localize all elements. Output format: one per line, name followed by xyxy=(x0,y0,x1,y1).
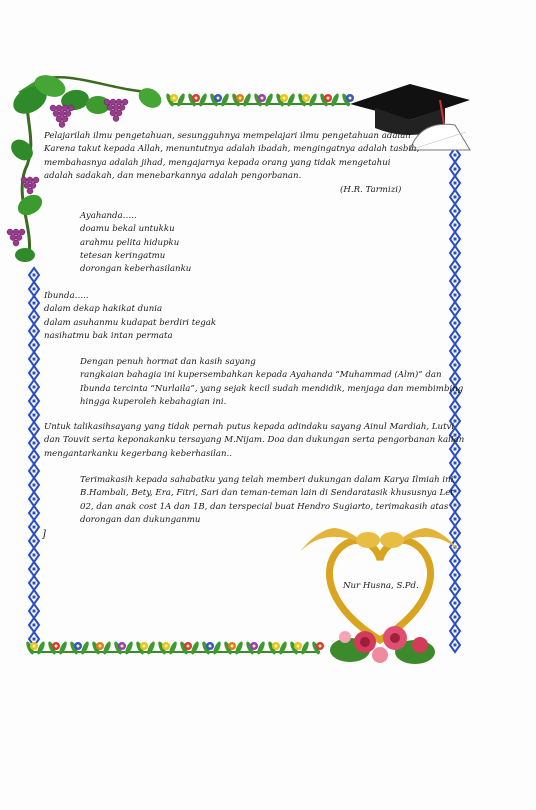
paragraph-line: mengantarkanku kegerbang keberhasilan.. xyxy=(44,448,233,459)
paragraph-line: 02, dan anak cost 1A dan 1B, dan terspecial buat Hendro Sugiarto, terimakasih atas xyxy=(80,501,449,512)
quote-line: Karena takut kepada Allah, menuntutnya adalah ibadah, mengingatnya adalah tasbih, xyxy=(44,144,420,155)
stanza-line: doamu bekal untukku xyxy=(80,224,175,235)
stanza-line: tetesan keringatmu xyxy=(80,250,166,261)
stanza-line: dalam dekap hakikat dunia xyxy=(44,304,163,315)
roses xyxy=(330,626,435,664)
paragraph-line: Untuk talikasihsayang yang tidak pernah putus kepada adindaku sayang Ainul Mardiah, Lutvi xyxy=(44,422,455,432)
hadith-quote xyxy=(44,130,419,183)
dedication-siblings xyxy=(44,421,464,461)
stanza-line: Ayahanda….. xyxy=(80,211,137,221)
stanza-ayahanda xyxy=(80,210,191,276)
stanza-ibunda xyxy=(44,290,216,343)
paragraph-line: dorongan dan dukunganmu xyxy=(80,514,201,525)
stanza-line: nasihatmu bak intan permata xyxy=(44,330,173,341)
stanza-line: arahmu pelita hidupku xyxy=(80,237,180,248)
paragraph-line: Terimakasih kepada sahabatku yang telah memberi dukungan dalam Karya Ilmiah ini xyxy=(80,475,454,485)
paragraph-line: Dengan penuh hormat dan kasih sayang xyxy=(80,357,256,367)
bracket-mark: ] xyxy=(42,529,46,540)
paragraph-line: Ibunda tercinta “Nurlaila”, yang sejak kecil sudah mendidik, menjaga dan membimbing xyxy=(80,383,464,394)
left-chain-border xyxy=(29,268,39,646)
stanza-line: Ibunda….. xyxy=(44,291,89,301)
paragraph-line: dan Touvit serta keponakanku tersayang M.Nijam. Doa dan dukungan serta pengorbanan kalian xyxy=(44,435,465,446)
quote-line: Pelajarilah ilmu pengetahuan, sesungguhnya mempelajari ilmu pengetahuan adalah xyxy=(44,131,411,141)
paragraph-line: hingga kuperoleh kebahagian ini. xyxy=(80,396,227,407)
quote-source: (H.R. Tarmizi) xyxy=(340,185,402,195)
stanza-line: dorongan keberhasilanku xyxy=(80,264,192,275)
thanks-friends xyxy=(80,474,454,527)
paragraph-line: rangkaian bahagia ini kupersembahkan kepada Ayahanda “Muhammad (Alm)” dan xyxy=(80,370,442,381)
bottom-flower-garland xyxy=(25,641,324,656)
quote-line: membahasnya adalah jihad, mengajarnya kepada orang yang tidak mengetahui xyxy=(44,157,391,168)
paragraph-line: B.Hambali, Bety, Era, Fitri, Sari dan teman-teman lain di Sendaratasik khususnya Let xyxy=(80,488,454,499)
dedication-parents xyxy=(80,356,463,409)
top-flower-garland xyxy=(165,93,354,108)
stanza-line: dalam asuhanmu kudapat berdiri tegak xyxy=(44,317,217,328)
signature: Nur Husna, S.Pd. xyxy=(343,581,419,591)
quote-line: adalah sadakah, dan menebarkannya adalah pengorbanan. xyxy=(44,170,302,181)
